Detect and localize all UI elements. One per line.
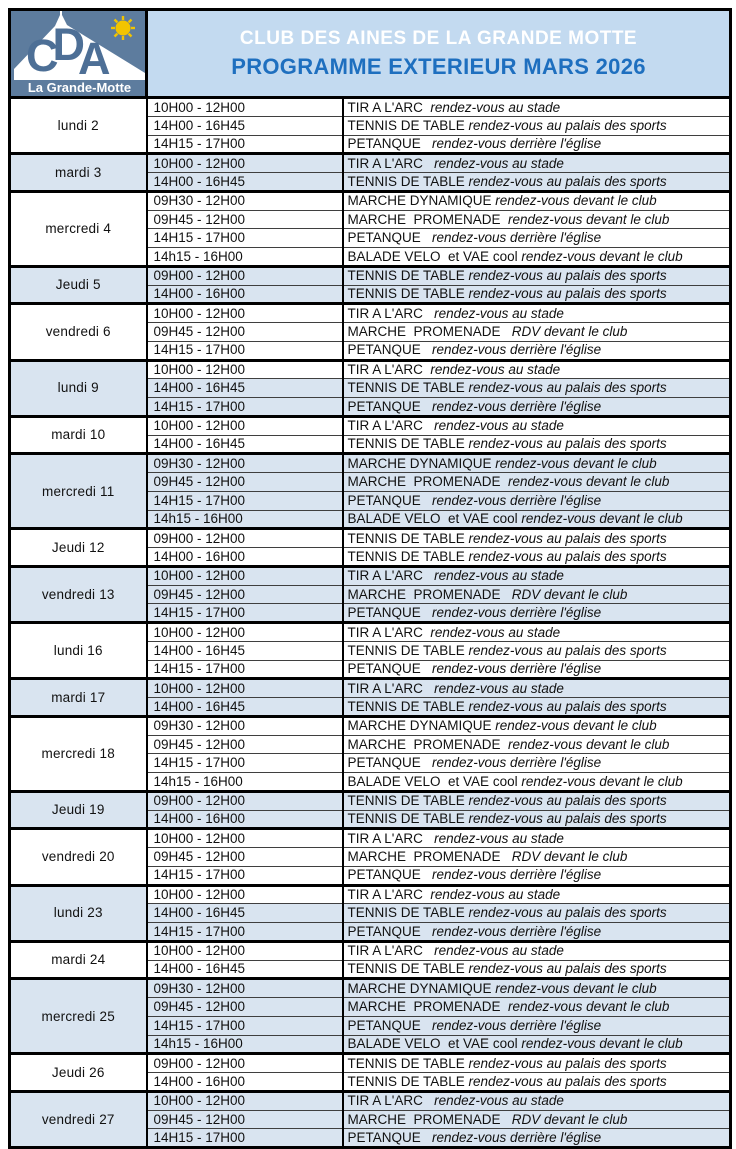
activity-note: rendez-vous au stade xyxy=(434,943,564,959)
activity-cell xyxy=(343,829,731,848)
activity-note: rendez-vous au palais des sports xyxy=(468,961,667,977)
activity-name: TIR A L'ARC xyxy=(347,830,435,846)
activity-note: rendez-vous au palais des sports xyxy=(468,793,667,809)
time-cell: 09H45 - 12H00 xyxy=(147,848,343,867)
schedule-row xyxy=(10,791,731,810)
time-cell: 10H00 - 12H00 xyxy=(147,885,343,904)
activity-name: TENNIS DE TABLE xyxy=(347,961,469,977)
activity-note: rendez-vous devant le club xyxy=(508,474,670,490)
time-cell: 14H15 - 17H00 xyxy=(147,1129,343,1148)
activity-cell xyxy=(343,848,731,867)
activity-note: RDV devant le club xyxy=(511,1111,628,1127)
time-cell: 10H00 - 12H00 xyxy=(147,679,343,698)
time-cell: 09H45 - 12H00 xyxy=(147,1110,343,1129)
day-label: lundi 2 xyxy=(10,98,147,154)
activity-cell xyxy=(343,210,731,229)
activity-cell xyxy=(343,191,731,210)
activity-cell xyxy=(343,473,731,492)
activity-note: rendez-vous devant le club xyxy=(521,248,683,264)
activity-name: MARCHE PROMENADE xyxy=(347,849,512,865)
day-label: lundi 16 xyxy=(10,623,147,679)
time-cell: 14H00 - 16H45 xyxy=(147,960,343,979)
activity-cell xyxy=(343,135,731,154)
activity-note: rendez-vous au stade xyxy=(434,830,564,846)
logo-acronym: CDA xyxy=(26,19,107,84)
schedule-body xyxy=(10,98,731,1148)
activity-name: PETANQUE xyxy=(347,1129,433,1145)
schedule-row xyxy=(10,716,731,735)
time-cell: 14H00 - 16H45 xyxy=(147,904,343,923)
activity-cell xyxy=(343,341,731,360)
activity-name: MARCHE PROMENADE xyxy=(347,211,509,227)
time-cell: 14H15 - 17H00 xyxy=(147,229,343,248)
time-cell: 10H00 - 12H00 xyxy=(147,566,343,585)
header-row xyxy=(10,10,731,98)
activity-name: TIR A L'ARC xyxy=(347,624,431,640)
activity-name: MARCHE PROMENADE xyxy=(347,586,512,602)
activity-note: rendez-vous au stade xyxy=(434,155,564,171)
activity-name: BALADE VELO et VAE cool xyxy=(347,248,522,264)
time-cell: 14H15 - 17H00 xyxy=(147,341,343,360)
day-label: mardi 3 xyxy=(10,154,147,192)
activity-name: PETANQUE xyxy=(347,867,433,883)
activity-name: TIR A L'ARC xyxy=(347,305,435,321)
activity-cell xyxy=(343,173,731,192)
schedule-row xyxy=(10,566,731,585)
time-cell: 10H00 - 12H00 xyxy=(147,154,343,173)
activity-name: MARCHE PROMENADE xyxy=(347,1111,512,1127)
time-cell: 10H00 - 12H00 xyxy=(147,98,343,117)
activity-note: rendez-vous au palais des sports xyxy=(468,548,667,564)
schedule-row xyxy=(10,154,731,173)
activity-name: MARCHE PROMENADE xyxy=(347,736,509,752)
activity-note: rendez-vous devant le club xyxy=(508,211,670,227)
sun-icon xyxy=(111,16,135,40)
activity-name: TENNIS DE TABLE xyxy=(347,642,469,658)
time-cell: 14H15 - 17H00 xyxy=(147,135,343,154)
day-label: Jeudi 12 xyxy=(10,529,147,567)
activity-note: rendez-vous devant le club xyxy=(508,999,670,1015)
activity-name: PETANQUE xyxy=(347,604,433,620)
activity-name: BALADE VELO et VAE cool xyxy=(347,1036,522,1052)
activity-note: rendez-vous devant le club xyxy=(521,773,683,789)
schedule-row xyxy=(10,191,731,210)
activity-name: TENNIS DE TABLE xyxy=(347,436,469,452)
time-cell: 09H30 - 12H00 xyxy=(147,454,343,473)
time-cell: 14H00 - 16H45 xyxy=(147,173,343,192)
time-cell: 14H15 - 17H00 xyxy=(147,604,343,623)
activity-cell xyxy=(343,1073,731,1092)
club-title: CLUB DES AINES DE LA GRANDE MOTTE xyxy=(239,27,638,49)
program-title: PROGRAMME EXTERIEUR MARS 2026 xyxy=(231,53,646,79)
activity-cell xyxy=(343,491,731,510)
activity-note: rendez-vous derrière l'église xyxy=(432,867,602,883)
activity-cell xyxy=(343,229,731,248)
time-cell: 14H15 - 17H00 xyxy=(147,1016,343,1035)
activity-note: rendez-vous au stade xyxy=(434,680,564,696)
activity-cell xyxy=(343,641,731,660)
activity-cell xyxy=(343,698,731,717)
activity-name: MARCHE PROMENADE xyxy=(347,474,509,490)
activity-name: TIR A L'ARC xyxy=(347,568,435,584)
activity-cell xyxy=(343,116,731,135)
activity-name: TIR A L'ARC xyxy=(347,943,435,959)
activity-note: rendez-vous au palais des sports xyxy=(468,173,667,189)
activity-name: PETANQUE xyxy=(347,492,433,508)
time-cell: 14h15 - 16H00 xyxy=(147,773,343,792)
time-cell: 14H15 - 17H00 xyxy=(147,923,343,942)
activity-note: rendez-vous au palais des sports xyxy=(468,1055,667,1071)
time-cell: 09H45 - 12H00 xyxy=(147,210,343,229)
activity-cell xyxy=(343,660,731,679)
activity-cell xyxy=(343,585,731,604)
activity-name: PETANQUE xyxy=(347,398,433,414)
activity-name: MARCHE PROMENADE xyxy=(347,999,509,1015)
day-label: mardi 24 xyxy=(10,941,147,979)
activity-note: rendez-vous derrière l'église xyxy=(432,661,602,677)
activity-note: rendez-vous derrière l'église xyxy=(432,342,602,358)
activity-cell xyxy=(343,979,731,998)
day-label: mardi 17 xyxy=(10,679,147,717)
time-cell: 14H00 - 16H00 xyxy=(147,285,343,304)
activity-note: rendez-vous au palais des sports xyxy=(468,905,667,921)
activity-note: RDV devant le club xyxy=(511,586,628,602)
time-cell: 10H00 - 12H00 xyxy=(147,941,343,960)
schedule-row xyxy=(10,829,731,848)
activity-name: TIR A L'ARC xyxy=(347,362,431,378)
activity-name: PETANQUE xyxy=(347,342,433,358)
activity-cell xyxy=(343,679,731,698)
time-cell: 14H00 - 16H00 xyxy=(147,1073,343,1092)
time-cell: 14h15 - 16H00 xyxy=(147,510,343,529)
activity-cell xyxy=(343,923,731,942)
schedule-row xyxy=(10,454,731,473)
activity-note: rendez-vous au palais des sports xyxy=(468,268,667,284)
time-cell: 14h15 - 16H00 xyxy=(147,248,343,267)
activity-cell xyxy=(343,510,731,529)
activity-name: PETANQUE xyxy=(347,923,433,939)
activity-cell xyxy=(343,604,731,623)
activity-note: rendez-vous au palais des sports xyxy=(468,811,667,827)
time-cell: 10H00 - 12H00 xyxy=(147,623,343,642)
activity-cell xyxy=(343,735,731,754)
time-cell: 14H15 - 17H00 xyxy=(147,398,343,417)
activity-name: TENNIS DE TABLE xyxy=(347,811,469,827)
activity-name: TENNIS DE TABLE xyxy=(347,117,469,133)
day-label: mercredi 18 xyxy=(10,716,147,791)
activity-note: rendez-vous derrière l'église xyxy=(432,604,602,620)
time-cell: 09H00 - 12H00 xyxy=(147,266,343,285)
activity-note: rendez-vous derrière l'église xyxy=(432,1017,602,1033)
activity-name: PETANQUE xyxy=(347,230,433,246)
activity-note: rendez-vous au palais des sports xyxy=(468,698,667,714)
activity-name: TENNIS DE TABLE xyxy=(347,380,469,396)
day-label: vendredi 6 xyxy=(10,304,147,360)
activity-name: TENNIS DE TABLE xyxy=(347,1073,469,1089)
activity-cell xyxy=(343,810,731,829)
activity-note: rendez-vous au stade xyxy=(434,1093,564,1109)
activity-cell xyxy=(343,716,731,735)
time-cell: 09H30 - 12H00 xyxy=(147,979,343,998)
activity-note: rendez-vous derrière l'église xyxy=(432,136,602,152)
day-label: mercredi 11 xyxy=(10,454,147,529)
activity-name: TENNIS DE TABLE xyxy=(347,698,469,714)
activity-cell xyxy=(343,266,731,285)
schedule-row xyxy=(10,360,731,379)
activity-cell xyxy=(343,1035,731,1054)
schedule-row xyxy=(10,623,731,642)
activity-note: rendez-vous au palais des sports xyxy=(468,530,667,546)
activity-cell xyxy=(343,904,731,923)
day-label: mardi 10 xyxy=(10,416,147,454)
activity-cell xyxy=(343,435,731,454)
time-cell: 14H15 - 17H00 xyxy=(147,491,343,510)
activity-cell xyxy=(343,754,731,773)
time-cell: 09H30 - 12H00 xyxy=(147,191,343,210)
activity-cell xyxy=(343,1110,731,1129)
time-cell: 14H00 - 16H45 xyxy=(147,116,343,135)
day-label: lundi 23 xyxy=(10,885,147,941)
activity-name: TIR A L'ARC xyxy=(347,418,435,434)
activity-cell xyxy=(343,941,731,960)
activity-note: rendez-vous au stade xyxy=(430,887,561,903)
activity-name: PETANQUE xyxy=(347,755,433,771)
activity-note: rendez-vous devant le club xyxy=(521,511,683,527)
day-label: Jeudi 19 xyxy=(10,791,147,829)
activity-name: TENNIS DE TABLE xyxy=(347,1055,469,1071)
time-cell: 09H30 - 12H00 xyxy=(147,716,343,735)
activity-note: RDV devant le club xyxy=(511,324,628,340)
activity-name: TENNIS DE TABLE xyxy=(347,268,469,284)
activity-cell xyxy=(343,454,731,473)
activity-name: MARCHE DYNAMIQUE xyxy=(347,193,496,209)
activity-note: RDV devant le club xyxy=(511,849,628,865)
activity-name: TENNIS DE TABLE xyxy=(347,173,469,189)
activity-name: MARCHE PROMENADE xyxy=(347,324,512,340)
time-cell: 14H00 - 16H00 xyxy=(147,548,343,567)
activity-cell xyxy=(343,885,731,904)
activity-cell xyxy=(343,304,731,323)
activity-cell xyxy=(343,360,731,379)
activity-note: rendez-vous devant le club xyxy=(495,980,657,996)
day-label: mercredi 25 xyxy=(10,979,147,1054)
activity-cell xyxy=(343,1091,731,1110)
schedule-row xyxy=(10,885,731,904)
time-cell: 14H00 - 16H45 xyxy=(147,641,343,660)
day-label: Jeudi 5 xyxy=(10,266,147,304)
time-cell: 10H00 - 12H00 xyxy=(147,416,343,435)
time-cell: 14H00 - 16H00 xyxy=(147,810,343,829)
activity-note: rendez-vous devant le club xyxy=(495,718,657,734)
activity-note: rendez-vous au stade xyxy=(430,362,561,378)
activity-note: rendez-vous au palais des sports xyxy=(468,1073,667,1089)
time-cell: 14H15 - 17H00 xyxy=(147,866,343,885)
activity-cell xyxy=(343,529,731,548)
activity-name: TIR A L'ARC xyxy=(347,99,431,115)
activity-note: rendez-vous au palais des sports xyxy=(468,286,667,302)
activity-cell xyxy=(343,248,731,267)
schedule-row xyxy=(10,1054,731,1073)
time-cell: 10H00 - 12H00 xyxy=(147,304,343,323)
time-cell: 10H00 - 12H00 xyxy=(147,829,343,848)
header-title-cell xyxy=(147,10,731,98)
activity-cell xyxy=(343,285,731,304)
activity-name: TENNIS DE TABLE xyxy=(347,548,469,564)
schedule-table xyxy=(8,8,732,1149)
activity-note: rendez-vous au stade xyxy=(434,418,564,434)
schedule-row xyxy=(10,941,731,960)
day-label: mercredi 4 xyxy=(10,191,147,266)
activity-note: rendez-vous devant le club xyxy=(495,455,657,471)
schedule-row xyxy=(10,266,731,285)
activity-name: MARCHE DYNAMIQUE xyxy=(347,455,496,471)
schedule-row xyxy=(10,98,731,117)
activity-note: rendez-vous derrière l'église xyxy=(432,923,602,939)
activity-note: rendez-vous devant le club xyxy=(508,736,670,752)
activity-cell xyxy=(343,998,731,1017)
time-cell: 14H15 - 17H00 xyxy=(147,754,343,773)
activity-name: TENNIS DE TABLE xyxy=(347,793,469,809)
time-cell: 14H00 - 16H45 xyxy=(147,379,343,398)
time-cell: 10H00 - 12H00 xyxy=(147,1091,343,1110)
activity-cell xyxy=(343,566,731,585)
activity-name: TIR A L'ARC xyxy=(347,155,435,171)
activity-note: rendez-vous devant le club xyxy=(521,1036,683,1052)
activity-name: TIR A L'ARC xyxy=(347,680,435,696)
activity-cell xyxy=(343,154,731,173)
activity-name: MARCHE DYNAMIQUE xyxy=(347,718,496,734)
activity-cell xyxy=(343,1054,731,1073)
schedule-row xyxy=(10,979,731,998)
activity-note: rendez-vous au palais des sports xyxy=(468,642,667,658)
activity-cell xyxy=(343,98,731,117)
activity-note: rendez-vous derrière l'église xyxy=(432,492,602,508)
schedule-row xyxy=(10,1091,731,1110)
day-label: vendredi 27 xyxy=(10,1091,147,1147)
activity-note: rendez-vous au stade xyxy=(430,99,561,115)
cda-logo-graphic xyxy=(11,11,147,96)
time-cell: 09H00 - 12H00 xyxy=(147,529,343,548)
activity-note: rendez-vous devant le club xyxy=(495,193,657,209)
activity-name: TIR A L'ARC xyxy=(347,887,431,903)
time-cell: 10H00 - 12H00 xyxy=(147,360,343,379)
schedule-row xyxy=(10,679,731,698)
schedule-row xyxy=(10,304,731,323)
time-cell: 09H45 - 12H00 xyxy=(147,585,343,604)
activity-cell xyxy=(343,960,731,979)
activity-cell xyxy=(343,866,731,885)
activity-name: PETANQUE xyxy=(347,661,433,677)
activity-name: PETANQUE xyxy=(347,1017,433,1033)
schedule-row xyxy=(10,529,731,548)
activity-name: BALADE VELO et VAE cool xyxy=(347,511,522,527)
time-cell: 09H45 - 12H00 xyxy=(147,998,343,1017)
activity-note: rendez-vous derrière l'église xyxy=(432,230,602,246)
time-cell: 14H00 - 16H45 xyxy=(147,435,343,454)
activity-note: rendez-vous au stade xyxy=(434,568,564,584)
activity-note: rendez-vous derrière l'église xyxy=(432,755,602,771)
activity-name: BALADE VELO et VAE cool xyxy=(347,773,522,789)
activity-note: rendez-vous derrière l'église xyxy=(432,398,602,414)
activity-name: TENNIS DE TABLE xyxy=(347,530,469,546)
schedule-row xyxy=(10,416,731,435)
activity-cell xyxy=(343,548,731,567)
activity-note: rendez-vous au palais des sports xyxy=(468,380,667,396)
day-label: vendredi 20 xyxy=(10,829,147,885)
time-cell: 09H45 - 12H00 xyxy=(147,473,343,492)
activity-name: TENNIS DE TABLE xyxy=(347,286,469,302)
activity-cell xyxy=(343,773,731,792)
activity-note: rendez-vous au stade xyxy=(430,624,561,640)
activity-note: rendez-vous au stade xyxy=(434,305,564,321)
club-logo xyxy=(10,10,147,98)
activity-cell xyxy=(343,1016,731,1035)
activity-cell xyxy=(343,323,731,342)
activity-note: rendez-vous au palais des sports xyxy=(468,117,667,133)
time-cell: 09H00 - 12H00 xyxy=(147,1054,343,1073)
activity-cell xyxy=(343,379,731,398)
time-cell: 09H45 - 12H00 xyxy=(147,323,343,342)
activity-name: PETANQUE xyxy=(347,136,433,152)
time-cell: 14H15 - 17H00 xyxy=(147,660,343,679)
day-label: Jeudi 26 xyxy=(10,1054,147,1092)
activity-cell xyxy=(343,398,731,417)
logo-city-label: La Grande-Motte xyxy=(27,80,132,95)
activity-name: TIR A L'ARC xyxy=(347,1093,435,1109)
activity-name: MARCHE DYNAMIQUE xyxy=(347,980,496,996)
day-label: lundi 9 xyxy=(10,360,147,416)
activity-name: TENNIS DE TABLE xyxy=(347,905,469,921)
activity-cell xyxy=(343,1129,731,1148)
time-cell: 14h15 - 16H00 xyxy=(147,1035,343,1054)
time-cell: 09H45 - 12H00 xyxy=(147,735,343,754)
activity-cell xyxy=(343,791,731,810)
time-cell: 09H00 - 12H00 xyxy=(147,791,343,810)
activity-cell xyxy=(343,623,731,642)
activity-note: rendez-vous au palais des sports xyxy=(468,436,667,452)
activity-note: rendez-vous derrière l'église xyxy=(432,1129,602,1145)
time-cell: 14H00 - 16H45 xyxy=(147,698,343,717)
activity-cell xyxy=(343,416,731,435)
day-label: vendredi 13 xyxy=(10,566,147,622)
